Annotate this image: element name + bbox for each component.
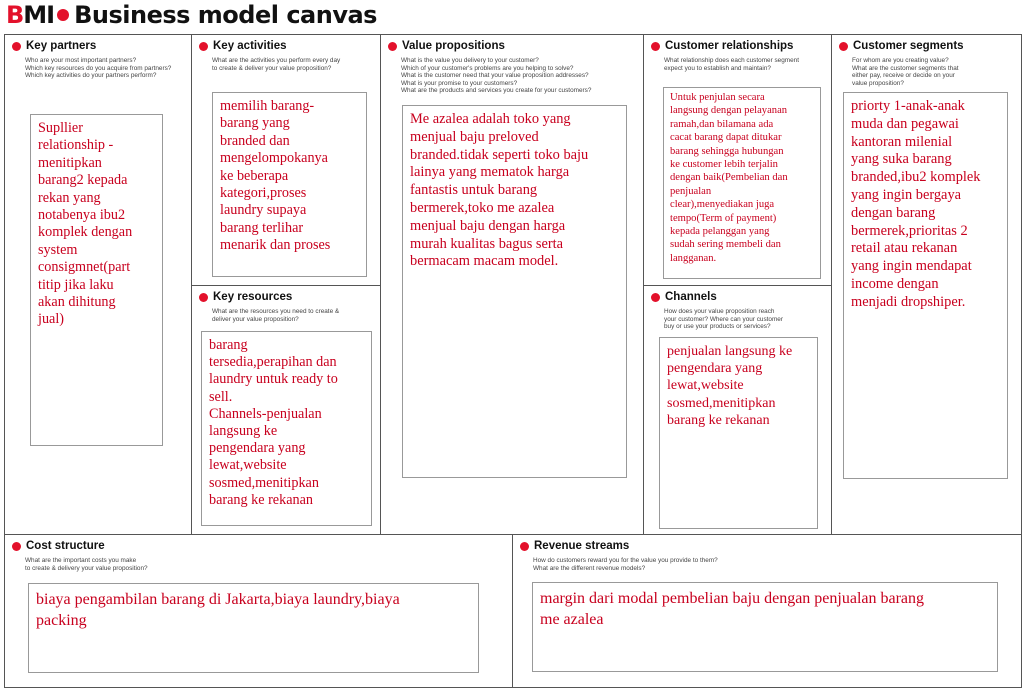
bullet-dot-icon — [199, 42, 208, 51]
header — [6, 0, 377, 30]
bullet-dot-icon — [651, 42, 660, 51]
cost-structure-title: Cost structure — [12, 540, 105, 552]
bullet-dot-icon — [388, 42, 397, 51]
bullet-dot-icon — [839, 42, 848, 51]
channels-description: How does your value proposition reach your customer? Where can your customer buy or use your products or services? — [664, 308, 783, 331]
bullet-dot-icon — [12, 42, 21, 51]
cost-structure-note[interactable]: biaya pengambilan barang di Jakarta,biaya laundry,biaya packing — [28, 583, 479, 673]
key-resources-title: Key resources — [199, 291, 292, 303]
revenue-streams-title: Revenue streams — [520, 540, 629, 552]
bullet-dot-icon — [651, 293, 660, 302]
bullet-dot-icon — [12, 542, 21, 551]
cost-structure-block — [4, 534, 513, 688]
revenue-streams-description: How do customers reward you for the value you provide to them? What are the different revenue models? — [533, 557, 718, 572]
bullet-dot-icon — [520, 542, 529, 551]
customer-segments-title: Customer segments — [839, 40, 964, 52]
key-partners-block — [4, 34, 192, 535]
logo-b: B — [6, 1, 24, 29]
revenue-streams-block — [512, 534, 1022, 688]
value-propositions-title: Value propositions — [388, 40, 505, 52]
key-partners-title: Key partners — [12, 40, 96, 52]
key-activities-note[interactable]: memilih barang- barang yang branded dan mengelompokanya ke beberapa kategori,proses laundry supaya barang terlihar menarik dan proses — [212, 92, 367, 277]
customer-segments-note[interactable]: priorty 1-anak-anak muda dan pegawai kantoran milenial yang suka barang branded,ibu2 komplek yang ingin bergaya dengan barang bermerek,prioritas 2 retail atau rekanan yang ingin mendapat income dengan menjadi dropshiper. — [843, 92, 1008, 479]
key-partners-note[interactable]: Supllier relationship - menitipkan barang2 kepada rekan yang notabenya ibu2 komplek dengan system consigmnet(part titip jika laku akan dihitung jual) — [30, 114, 163, 446]
customer-segments-description: For whom are you creating value? What are the customer segments that either pay, receive or decide on your value proposition? — [852, 57, 959, 87]
customer-relationships-block — [643, 34, 832, 286]
page-title: Business model canvas — [74, 1, 377, 29]
key-activities-block — [191, 34, 381, 286]
logo-dot-icon — [57, 9, 69, 21]
key-partners-description: Who are your most important partners? Which key resources do you acquire from partners? Which key activities do your partners perform? — [25, 57, 172, 80]
value-propositions-note[interactable]: Me azalea adalah toko yang menjual baju preloved branded.tidak seperti toko baju lainya yang mematok harga fantastis untuk barang bermerek,toko me azalea menjual baju dengan harga murah kualitas bagus serta bermacam macam model. — [402, 105, 627, 478]
value-propositions-block — [380, 34, 644, 535]
key-resources-note[interactable]: barang tersedia,perapihan dan laundry untuk ready to sell. Channels-penjualan langsung ke pengendara yang lewat,website sosmed,menitipkan barang ke rekanan — [201, 331, 372, 526]
bullet-dot-icon — [199, 293, 208, 302]
channels-note[interactable]: penjualan langsung ke pengendara yang lewat,website sosmed,menitipkan barang ke rekanan — [659, 337, 818, 529]
logo-mi: MI — [23, 1, 55, 29]
key-activities-title: Key activities — [199, 40, 287, 52]
value-propositions-description: What is the value you delivery to your customer? Which of your customer's problems are you helping to solve? What is the customer need that your value proposition addresses? What is your promise to your customers? What are the products and services you create for your customers? — [401, 57, 592, 95]
channels-title: Channels — [651, 291, 717, 303]
bmi-logo — [6, 1, 74, 29]
key-resources-block — [191, 285, 381, 535]
customer-relationships-title: Customer relationships — [651, 40, 793, 52]
key-resources-description: What are the resources you need to create & deliver your value proposition? — [212, 308, 340, 323]
customer-relationships-description: What relationship does each customer segment expect you to establish and maintain? — [664, 57, 799, 72]
customer-relationships-note[interactable]: Untuk penjulan secara langsung dengan pelayanan ramah,dan bilamana ada cacat barang dapat ditukar barang sehingga hubungan ke customer lebih terjalin dengan baik(Pembelian dan penjualan clear),menyediakan juga tempo(Term of payment) kepada pelanggan yang sudah sering membeli dan langganan. — [663, 87, 821, 279]
cost-structure-description: What are the important costs you make to create & delivery your value proposition? — [25, 557, 148, 572]
customer-segments-block — [831, 34, 1022, 535]
key-activities-description: What are the activities you perform every day to create & deliver your value proposition? — [212, 57, 341, 72]
channels-block — [643, 285, 832, 535]
revenue-streams-note[interactable]: margin dari modal pembelian baju dengan penjualan barang me azalea — [532, 582, 998, 672]
